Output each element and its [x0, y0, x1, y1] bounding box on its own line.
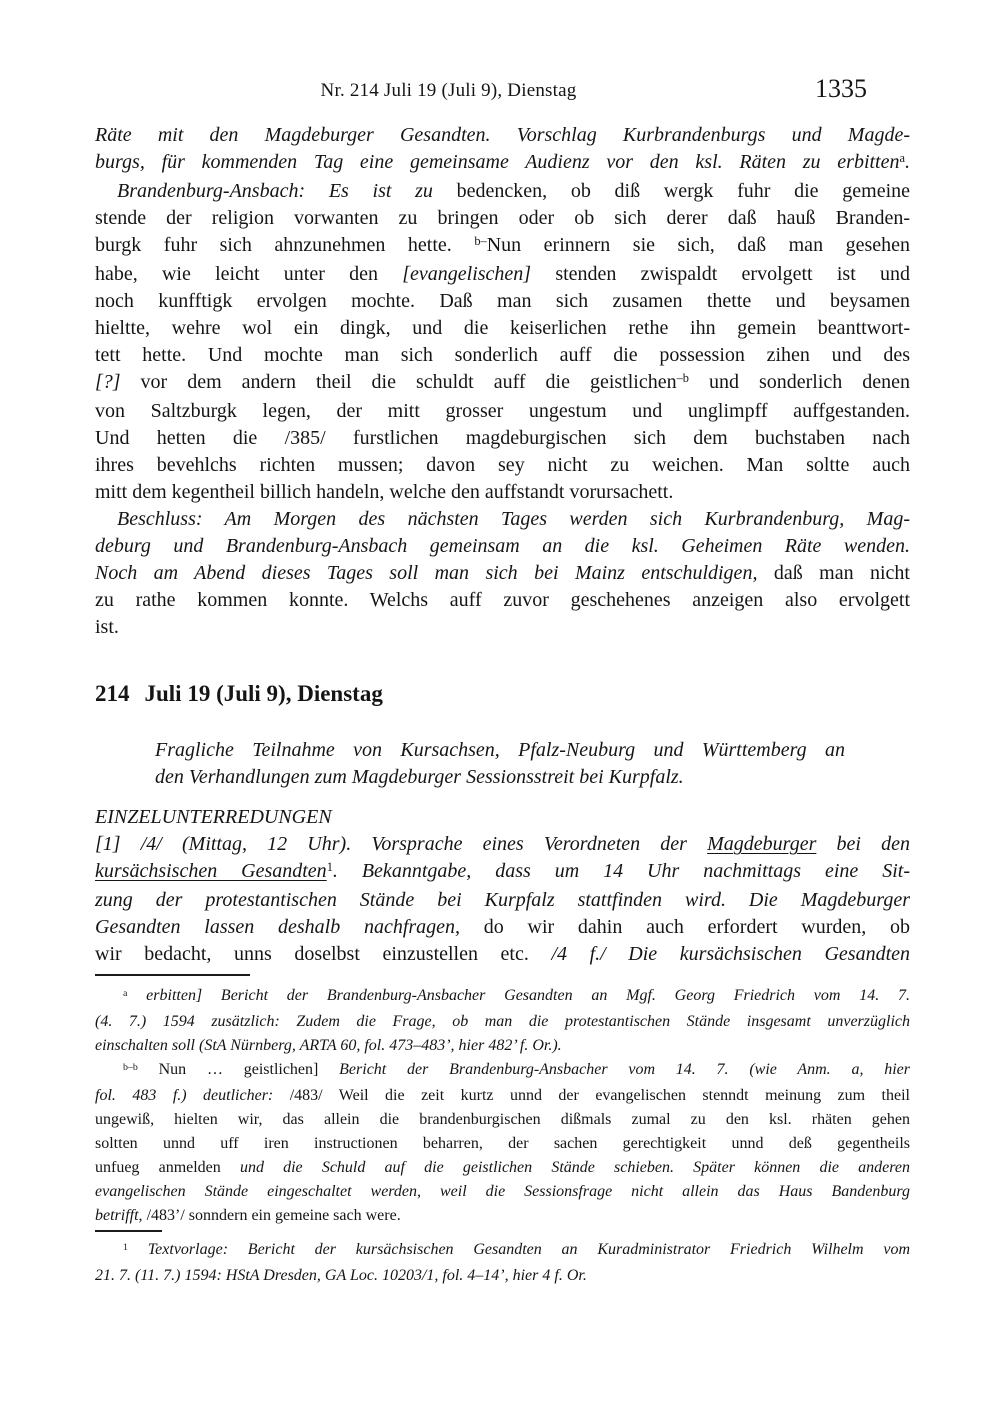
- text-line: [95, 506, 910, 533]
- text-line: [95, 1108, 910, 1132]
- text-run: stenden zwispaldt ervolgett ist und: [531, 263, 910, 285]
- text-run: noch kunfftigk ervolgen mochte. Daß man sich zusamen thette und beysamen: [95, 290, 910, 312]
- text-line: [95, 1132, 910, 1156]
- footnote-1: [95, 1238, 910, 1288]
- text-line: [95, 261, 910, 288]
- superscript-note-mark: –b: [676, 371, 689, 386]
- text-run: /4 f./ Die kursächsischen Gesandten: [551, 943, 910, 965]
- text-run: Räte mit den Magdeburger Gesandten. Vorschlag Kurbrandenburgs und Magde-: [95, 124, 910, 146]
- text-run: ihres bevehlchs richten mussen; davon sey nicht zu weichen. Man soltte auch: [95, 454, 910, 476]
- summary-continuation-paragraph: [95, 122, 910, 178]
- text-line: [95, 1264, 910, 1288]
- page-number: 1335: [815, 74, 867, 103]
- superscript-note-mark: a: [123, 987, 128, 999]
- text-run: Beschluss: Am Morgen des nächsten Tages werden sich Kurbrandenburg, Mag-: [117, 508, 910, 530]
- text-run: zung der protestantischen Stände bei Kurpfalz stattfinden wird. Die Magdeburger: [95, 889, 910, 911]
- entry-number: 214: [95, 681, 130, 706]
- text-run: [?]: [95, 371, 121, 393]
- text-line: [95, 1156, 910, 1180]
- text-line: [95, 1180, 910, 1204]
- text-run: evangelischen Stände eingeschaltet werden, weil die Sessionsfrage nicht allein das Haus Bandenburg: [95, 1183, 910, 1200]
- text-line: [95, 232, 910, 261]
- text-line: [95, 369, 910, 398]
- text-run: bei den: [816, 833, 911, 855]
- text-line: [95, 533, 910, 560]
- text-run: ist.: [95, 616, 119, 638]
- text-line: [95, 560, 910, 587]
- resolution-paragraph: [95, 506, 910, 641]
- text-run: Nun … geistlichen]: [137, 1061, 340, 1078]
- footnote-separator-letters: [95, 974, 250, 976]
- entry-body-paragraph-1: [95, 831, 910, 968]
- text-line: [95, 941, 910, 968]
- entry-title: Juli 19 (Juli 9), Dienstag: [144, 681, 383, 706]
- text-run: habe, wie leicht unter den: [95, 263, 403, 285]
- text-line: [95, 288, 910, 315]
- text-line: [95, 178, 910, 205]
- text-run: Gesandten lassen deshalb nachfragen,: [95, 916, 484, 938]
- text-line: [95, 831, 910, 858]
- text-line: [95, 149, 910, 178]
- text-line: [95, 342, 910, 369]
- text-run: soltten unnd uff iren instructionen beharren, der sachen gerechtigkeit unnd deß gegentheils: [95, 1135, 910, 1152]
- text-line: [95, 614, 910, 641]
- text-run: von Saltzburgk legen, der mitt grosser ungestum und unglimpff auffgestanden.: [95, 400, 910, 422]
- footnote-separator-numbers: [95, 1230, 162, 1232]
- footnote-b: [95, 1058, 910, 1228]
- text-run: hieltte, wehre wol ein dingk, und die keiserlichen rethe ihn gemein beanttwort-: [95, 317, 910, 339]
- text-run: 21. 7. (11. 7.) 1594: HStA Dresden, GA Loc. 10203/1, fol. 4–14’, hier 4 f. Or.: [95, 1267, 587, 1284]
- text-line: [95, 398, 910, 425]
- text-line: [95, 1238, 910, 1264]
- text-line: [155, 737, 845, 764]
- text-line: [95, 984, 910, 1010]
- running-head-title: Nr. 214 Juli 19 (Juli 9), Dienstag: [320, 80, 577, 101]
- text-run: ungewiß, hielten wir, das allein die brandenburgischen dißmals zumal zu den ksl. rhäten gehen: [95, 1111, 910, 1128]
- text-run: /483/ Weil die zeit kurtz unnd der evangelischen stenndt meinung zum theil: [289, 1087, 910, 1104]
- speech-brandenburg-ansbach: [95, 178, 910, 506]
- text-run: betrifft,: [95, 1207, 147, 1224]
- text-run: Noch am Abend dieses Tages soll man sich bei Mainz entschuldigen,: [95, 562, 774, 584]
- text-line: [95, 315, 910, 342]
- text-run: Brandenburg-Ansbach: Es ist zu: [117, 180, 457, 202]
- text-run: Fragliche Teilnahme von Kursachsen, Pfalz-Neuburg und Württemberg an: [155, 739, 845, 761]
- text-line: [95, 887, 910, 914]
- text-line: [95, 1034, 910, 1058]
- text-run: den Verhandlungen zum Magdeburger Sessionsstreit bei Kurpfalz.: [155, 766, 684, 788]
- text-line: [95, 914, 910, 941]
- text-run: unfueg anmelden: [95, 1159, 240, 1176]
- text-line: [95, 122, 910, 149]
- superscript-note-mark: a: [899, 151, 905, 166]
- text-run: mitt dem kegentheil billich handeln, welche den auffstandt vorursachett.: [95, 481, 674, 503]
- text-run: daß man nicht: [773, 562, 910, 584]
- text-run: do wir dahin auch erfordert wurden, ob: [483, 916, 910, 938]
- text-line: [95, 1058, 910, 1084]
- text-run: Bericht der Brandenburg-Ansbacher vom 14. 7. (wie Anm. a, hier: [339, 1061, 910, 1078]
- text-line: [95, 479, 910, 506]
- superscript-note-mark: b–b: [123, 1061, 138, 1073]
- text-line: [95, 1010, 910, 1034]
- text-run: /483’/ sonndern ein gemeine sach were.: [146, 1207, 401, 1224]
- text-run: deburg und Brandenburg-Ansbach gemeinsam an die ksl. Geheimen Räte wenden.: [95, 535, 910, 557]
- text-line: [155, 764, 845, 791]
- text-run: [evangelischen]: [402, 263, 532, 285]
- text-run: tett hette. Und mochte man sich sonderlich auff die possession zihen und des: [95, 344, 910, 366]
- superscript-note-mark: 1: [123, 1241, 128, 1253]
- text-run: [1] /4/ (Mittag, 12 Uhr). Vorsprache eines Verordneten der: [95, 833, 708, 855]
- text-run: burgs, für kommenden Tag eine gemeinsame Audienz vor den ksl. Räten zu erbitten: [95, 151, 900, 173]
- text-run: Nun erinnern sie sich, daß man gesehen: [486, 234, 910, 256]
- text-run: Und hetten die /385/ furstlichen magdeburgischen sich dem buchstaben nach: [95, 427, 910, 449]
- text-run: burgk fuhr sich ahnzunehmen hette.: [95, 234, 475, 256]
- text-run: bedencken, ob diß wergk fuhr die gemeine: [456, 180, 911, 202]
- text-run: (4. 7.) 1594 zusätzlich: Zudem die Frage, ob man die protestantischen Stände insgesamt unverzüglich: [95, 1013, 910, 1030]
- superscript-note-mark: b–: [474, 234, 487, 249]
- text-line: [95, 205, 910, 232]
- text-run: vor dem andern theil die schuldt auff die geistlichen: [120, 371, 677, 393]
- text-run: kursächsischen Gesandten: [95, 860, 327, 882]
- text-line: [95, 1084, 910, 1108]
- text-line: [95, 1204, 910, 1228]
- text-line: [95, 587, 910, 614]
- superscript-note-mark: 1: [326, 860, 333, 875]
- text-run: einschalten soll (StA Nürnberg, ARTA 60, fol. 473–483’, hier 482’ f. Or.).: [95, 1037, 562, 1054]
- text-run: Magdeburger: [707, 833, 817, 855]
- text-run: und die Schuld auf die geistlichen Stände schieben. Später können die anderen: [239, 1159, 911, 1176]
- text-run: wir bedacht, unns doselbst einzustellen etc.: [95, 943, 552, 965]
- text-run: Textvorlage: Bericht der kursächsischen Gesandten an Kuradministrator Friedrich Wilhelm vom: [127, 1241, 910, 1258]
- text-line: [95, 804, 910, 831]
- text-run: EINZELUNTERREDUNGEN: [95, 806, 332, 828]
- section-label-einzelunterredungen: [95, 804, 910, 831]
- text-run: fol. 483 f.) deutlicher:: [95, 1087, 290, 1104]
- text-run: stende der religion vorwanten zu bringen oder ob sich derer daß hauß Branden-: [95, 207, 910, 229]
- text-line: [95, 452, 910, 479]
- text-run: und sonderlich denen: [688, 371, 910, 393]
- entry-summary: [155, 737, 845, 791]
- text-run: . Bekanntgabe, dass um 14 Uhr nachmittags eine Sit-: [332, 860, 910, 882]
- text-line: [95, 425, 910, 452]
- running-head: [95, 74, 910, 106]
- text-run: zu rathe kommen konnte. Welchs auff zuvor geschehenes anzeigen also ervolgett: [95, 589, 910, 611]
- text-run: erbitten] Bericht der Brandenburg-Ansbacher Gesandten an Mgf. Georg Friedrich vom 14. 7.: [127, 987, 910, 1004]
- text-run: .: [905, 151, 910, 173]
- text-line: [95, 858, 910, 887]
- entry-heading-214: [95, 679, 910, 709]
- text-block: [95, 122, 910, 1288]
- footnote-a: [95, 984, 910, 1058]
